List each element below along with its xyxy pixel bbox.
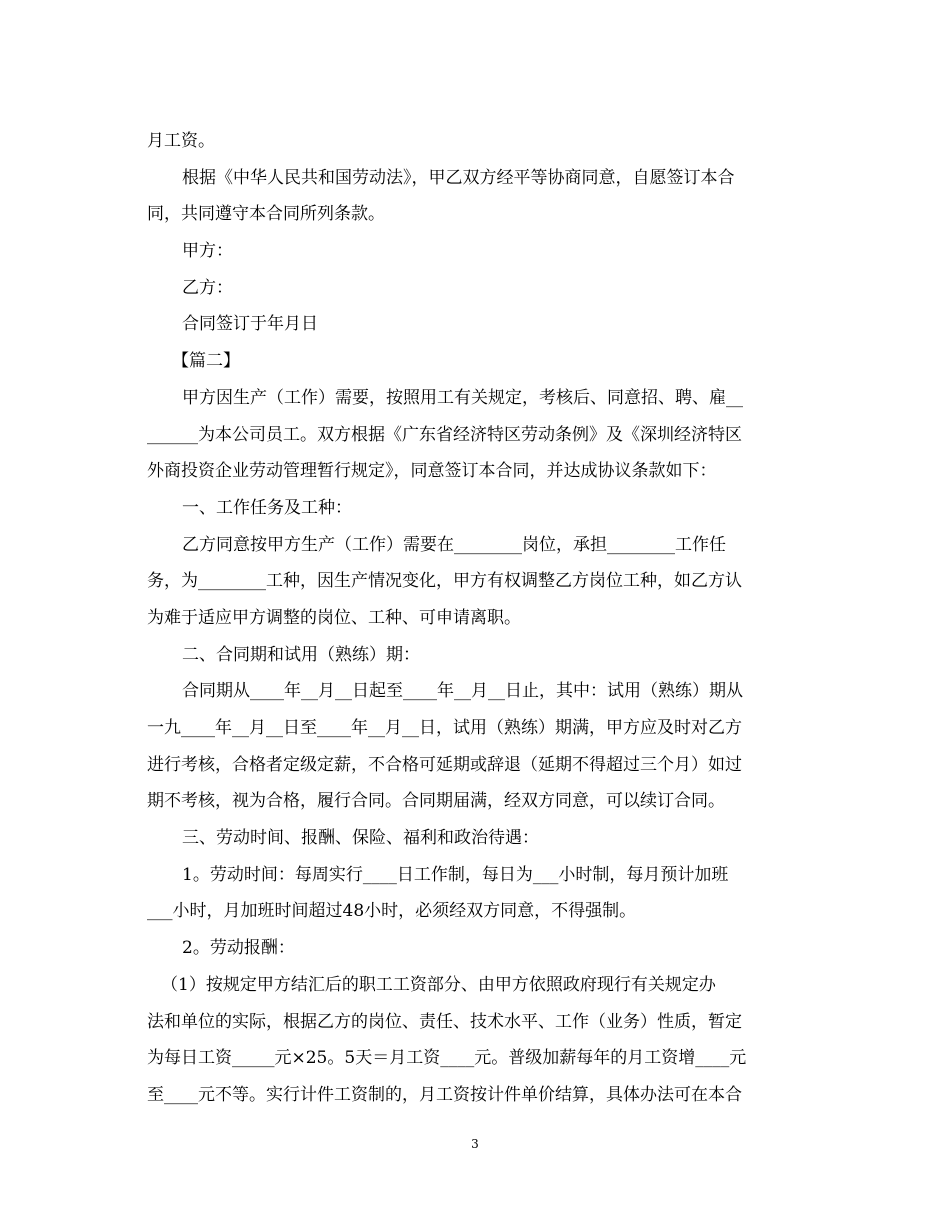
paragraph-line: 为每日工资_____元×25。5天＝月工资____元。普级加薪每年的月工资增____元 [147, 1048, 747, 1069]
paragraph-line: 1。劳动时间：每周实行____日工作制，每日为___小时制，每月预计加班 [182, 864, 729, 885]
clause-heading: 一、工作任务及工种： [182, 497, 352, 518]
paragraph-line: 期不考核，视为合格，履行合同。合同期届满，经双方同意，可以续订合同。 [147, 791, 725, 812]
paragraph-line: 乙方同意按甲方生产（工作）需要在________岗位，承担________工作任 [182, 534, 726, 555]
paragraph-line: 甲方因生产（工作）需要，按照用工有关规定，考核后、同意招、聘、雇__ [182, 387, 743, 408]
signing-date-line: 合同签订于年月日 [182, 314, 318, 335]
clause-heading: 三、劳动时间、报酬、保险、福利和政治待遇： [182, 828, 539, 849]
party-a-label: 甲方： [182, 241, 233, 262]
paragraph-line: 为难于适应甲方调整的岗位、工种、可申请离职。 [147, 607, 521, 628]
party-b-label: 乙方： [182, 277, 233, 298]
page-number: 3 [471, 1137, 479, 1151]
paragraph-line: 务，为________工种，因生产情况变化，甲方有权调整乙方岗位工种，如乙方认 [147, 571, 742, 592]
document-body [147, 123, 807, 1114]
clause-heading: 二、合同期和试用（熟练）期： [182, 644, 420, 665]
clause-heading: 2。劳动报酬： [182, 938, 295, 959]
paragraph-line: 外商投资企业劳动管理暂行规定》，同意签订本合同，并达成协议条款如下： [147, 461, 717, 482]
paragraph-line: 至____元不等。实行计件工资制的，月工资按计件单价结算，具体办法可在本合 [147, 1084, 742, 1105]
paragraph-line: 合同期从____年__月__日起至____年__月__日止，其中：试用（熟练）期从 [182, 681, 743, 702]
section-heading: 【篇二】 [172, 351, 240, 372]
paragraph-line: （1）按规定甲方结汇后的职工工资部分、由甲方依照政府现行有关规定办 [161, 974, 716, 995]
paragraph-line: 同，共同遵守本合同所列条款。 [147, 204, 385, 225]
paragraph-line: 进行考核，合格者定级定薪，不合格可延期或辞退（延期不得超过三个月）如过 [147, 754, 742, 775]
paragraph-line: ___小时，月加班时间超过48小时，必须经双方同意，不得强制。 [147, 901, 637, 922]
paragraph-line: ______为本公司员工。双方根据《广东省经济特区劳动条例》及《深圳经济特区 [147, 424, 742, 445]
paragraph-line: 月工资。 [147, 131, 215, 151]
paragraph-line: 法和单位的实际，根据乙方的岗位、责任、技术水平、工作（业务）性质，暂定 [147, 1011, 742, 1032]
paragraph-line: 一九____年__月__日至____年__月__日，试用（熟练）期满，甲方应及时对乙方 [147, 718, 742, 738]
paragraph-line: 根据《中华人民共和国劳动法》，甲乙双方经平等协商同意，自愿签订本合 [182, 167, 735, 188]
